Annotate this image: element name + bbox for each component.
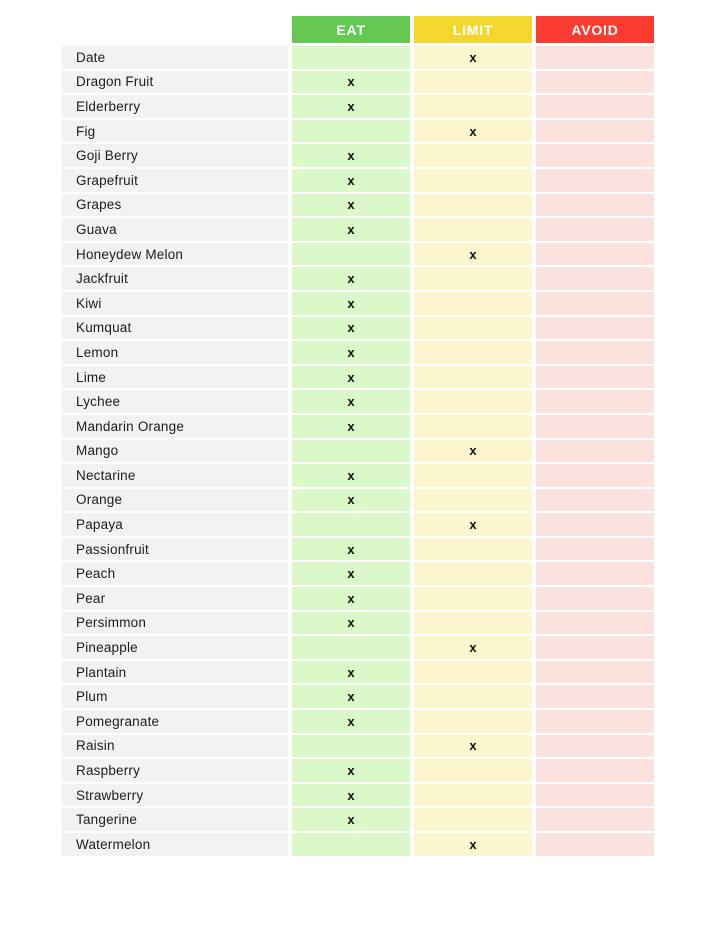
limit-cell: [414, 489, 532, 512]
avoid-cell: [536, 710, 654, 733]
table-row: [62, 464, 654, 487]
eat-cell: x: [292, 267, 410, 290]
fruit-name-cell: Orange: [62, 489, 288, 512]
column-header-eat: EAT: [292, 16, 410, 43]
eat-cell: [292, 46, 410, 69]
eat-cell: [292, 513, 410, 536]
table-row: [62, 169, 654, 192]
fruit-name-cell: Plum: [62, 685, 288, 708]
eat-cell: x: [292, 587, 410, 610]
avoid-cell: [536, 661, 654, 684]
table-row: [62, 218, 654, 241]
fruit-name-cell: Kumquat: [62, 317, 288, 340]
limit-cell: [414, 710, 532, 733]
fruit-name-cell: Grapefruit: [62, 169, 288, 192]
eat-cell: x: [292, 784, 410, 807]
avoid-cell: [536, 538, 654, 561]
eat-cell: [292, 735, 410, 758]
limit-cell: [414, 267, 532, 290]
avoid-cell: [536, 440, 654, 463]
limit-cell: [414, 218, 532, 241]
avoid-cell: [536, 735, 654, 758]
avoid-cell: [536, 489, 654, 512]
avoid-cell: [536, 120, 654, 143]
eat-cell: x: [292, 685, 410, 708]
table-row: [62, 513, 654, 536]
table-body: [62, 46, 654, 856]
table-row: [62, 784, 654, 807]
fruit-name-cell: Peach: [62, 562, 288, 585]
fruit-category-table: [62, 16, 654, 856]
table-row: [62, 440, 654, 463]
column-header-limit: LIMIT: [414, 16, 532, 43]
limit-cell: [414, 661, 532, 684]
avoid-cell: [536, 95, 654, 118]
avoid-cell: [536, 169, 654, 192]
avoid-cell: [536, 784, 654, 807]
eat-cell: x: [292, 759, 410, 782]
eat-cell: x: [292, 489, 410, 512]
fruit-name-cell: Raspberry: [62, 759, 288, 782]
limit-cell: x: [414, 120, 532, 143]
fruit-name-cell: Plantain: [62, 661, 288, 684]
table-row: [62, 71, 654, 94]
table-row: [62, 538, 654, 561]
limit-cell: [414, 759, 532, 782]
fruit-name-cell: Pomegranate: [62, 710, 288, 733]
table-row: [62, 144, 654, 167]
eat-cell: x: [292, 808, 410, 831]
limit-cell: [414, 71, 532, 94]
eat-cell: x: [292, 292, 410, 315]
limit-cell: [414, 366, 532, 389]
eat-cell: x: [292, 415, 410, 438]
header-spacer: [62, 16, 288, 43]
fruit-name-cell: Mango: [62, 440, 288, 463]
table-row: [62, 317, 654, 340]
eat-cell: x: [292, 390, 410, 413]
limit-cell: [414, 685, 532, 708]
avoid-cell: [536, 415, 654, 438]
avoid-cell: [536, 636, 654, 659]
table-header-row: [62, 16, 654, 43]
table-row: [62, 735, 654, 758]
eat-cell: x: [292, 95, 410, 118]
limit-cell: x: [414, 243, 532, 266]
limit-cell: [414, 95, 532, 118]
fruit-name-cell: Papaya: [62, 513, 288, 536]
fruit-name-cell: Watermelon: [62, 833, 288, 856]
fruit-name-cell: Raisin: [62, 735, 288, 758]
table-row: [62, 636, 654, 659]
avoid-cell: [536, 464, 654, 487]
limit-cell: [414, 808, 532, 831]
avoid-cell: [536, 71, 654, 94]
avoid-cell: [536, 562, 654, 585]
fruit-name-cell: Date: [62, 46, 288, 69]
fruit-name-cell: Kiwi: [62, 292, 288, 315]
avoid-cell: [536, 292, 654, 315]
table-row: [62, 46, 654, 69]
eat-cell: x: [292, 538, 410, 561]
avoid-cell: [536, 390, 654, 413]
fruit-name-cell: Persimmon: [62, 612, 288, 635]
limit-cell: [414, 538, 532, 561]
avoid-cell: [536, 46, 654, 69]
table-row: [62, 292, 654, 315]
avoid-cell: [536, 587, 654, 610]
table-row: [62, 685, 654, 708]
limit-cell: x: [414, 833, 532, 856]
eat-cell: x: [292, 710, 410, 733]
fruit-name-cell: Honeydew Melon: [62, 243, 288, 266]
table-row: [62, 390, 654, 413]
limit-cell: [414, 415, 532, 438]
avoid-cell: [536, 243, 654, 266]
eat-cell: x: [292, 144, 410, 167]
fruit-name-cell: Fig: [62, 120, 288, 143]
avoid-cell: [536, 685, 654, 708]
table-row: [62, 562, 654, 585]
limit-cell: [414, 784, 532, 807]
table-row: [62, 341, 654, 364]
fruit-name-cell: Guava: [62, 218, 288, 241]
eat-cell: x: [292, 71, 410, 94]
limit-cell: x: [414, 440, 532, 463]
avoid-cell: [536, 218, 654, 241]
avoid-cell: [536, 194, 654, 217]
table-row: [62, 587, 654, 610]
eat-cell: x: [292, 341, 410, 364]
fruit-name-cell: Mandarin Orange: [62, 415, 288, 438]
table-row: [62, 243, 654, 266]
table-row: [62, 489, 654, 512]
fruit-name-cell: Goji Berry: [62, 144, 288, 167]
avoid-cell: [536, 144, 654, 167]
limit-cell: x: [414, 513, 532, 536]
fruit-name-cell: Dragon Fruit: [62, 71, 288, 94]
avoid-cell: [536, 808, 654, 831]
limit-cell: x: [414, 735, 532, 758]
eat-cell: [292, 636, 410, 659]
fruit-name-cell: Tangerine: [62, 808, 288, 831]
limit-cell: [414, 194, 532, 217]
limit-cell: [414, 464, 532, 487]
eat-cell: x: [292, 317, 410, 340]
avoid-cell: [536, 612, 654, 635]
table-row: [62, 366, 654, 389]
eat-cell: x: [292, 366, 410, 389]
fruit-name-cell: Lime: [62, 366, 288, 389]
fruit-name-cell: Grapes: [62, 194, 288, 217]
avoid-cell: [536, 366, 654, 389]
avoid-cell: [536, 513, 654, 536]
limit-cell: x: [414, 46, 532, 69]
table-row: [62, 612, 654, 635]
eat-cell: x: [292, 169, 410, 192]
eat-cell: x: [292, 661, 410, 684]
eat-cell: [292, 243, 410, 266]
table-row: [62, 415, 654, 438]
limit-cell: x: [414, 636, 532, 659]
limit-cell: [414, 169, 532, 192]
avoid-cell: [536, 759, 654, 782]
avoid-cell: [536, 833, 654, 856]
table-row: [62, 759, 654, 782]
fruit-name-cell: Lemon: [62, 341, 288, 364]
table-row: [62, 120, 654, 143]
eat-cell: x: [292, 612, 410, 635]
fruit-name-cell: Pear: [62, 587, 288, 610]
eat-cell: x: [292, 194, 410, 217]
limit-cell: [414, 144, 532, 167]
avoid-cell: [536, 341, 654, 364]
table-row: [62, 267, 654, 290]
fruit-name-cell: Pineapple: [62, 636, 288, 659]
avoid-cell: [536, 317, 654, 340]
fruit-name-cell: Nectarine: [62, 464, 288, 487]
table-row: [62, 833, 654, 856]
eat-cell: x: [292, 464, 410, 487]
eat-cell: [292, 833, 410, 856]
table-row: [62, 808, 654, 831]
limit-cell: [414, 562, 532, 585]
eat-cell: [292, 120, 410, 143]
limit-cell: [414, 612, 532, 635]
fruit-name-cell: Strawberry: [62, 784, 288, 807]
table-row: [62, 710, 654, 733]
fruit-name-cell: Jackfruit: [62, 267, 288, 290]
eat-cell: x: [292, 562, 410, 585]
column-header-avoid: AVOID: [536, 16, 654, 43]
table-row: [62, 95, 654, 118]
limit-cell: [414, 341, 532, 364]
limit-cell: [414, 390, 532, 413]
table-row: [62, 661, 654, 684]
fruit-name-cell: Elderberry: [62, 95, 288, 118]
eat-cell: x: [292, 218, 410, 241]
limit-cell: [414, 292, 532, 315]
avoid-cell: [536, 267, 654, 290]
limit-cell: [414, 317, 532, 340]
limit-cell: [414, 587, 532, 610]
fruit-name-cell: Passionfruit: [62, 538, 288, 561]
fruit-name-cell: Lychee: [62, 390, 288, 413]
table-row: [62, 194, 654, 217]
eat-cell: [292, 440, 410, 463]
